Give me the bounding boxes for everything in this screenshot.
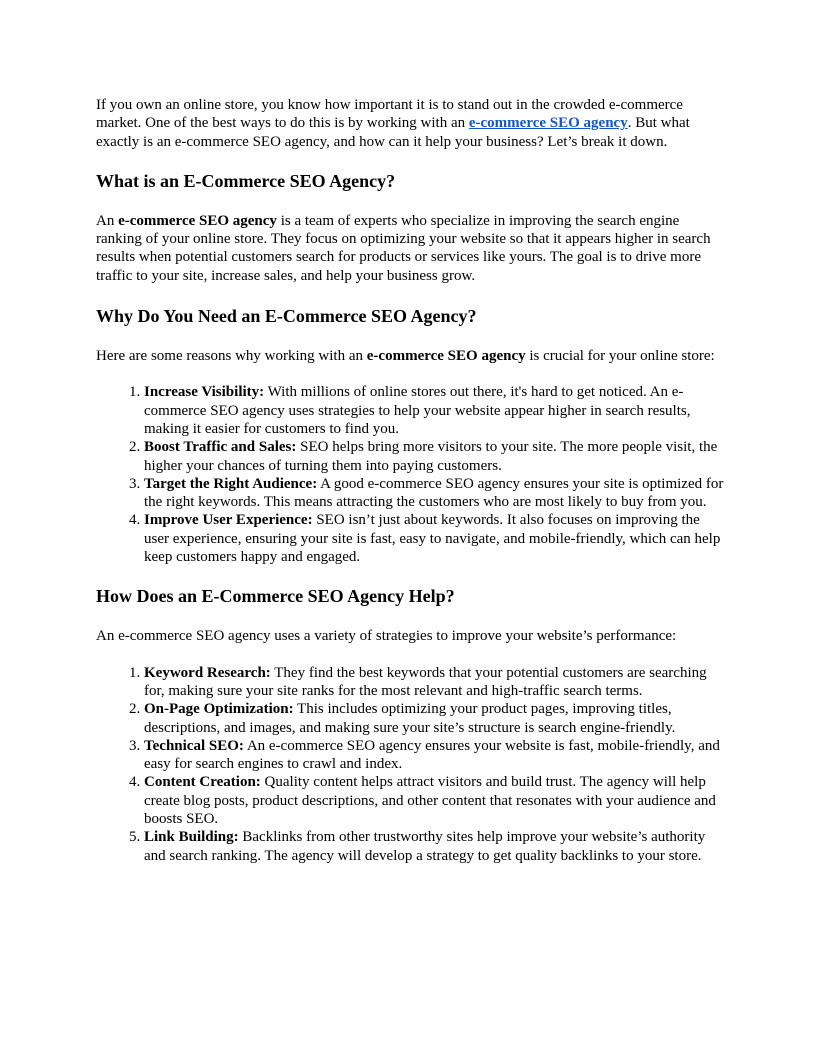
list-item-title: Target the Right Audience: [144, 475, 318, 492]
list-item [144, 511, 724, 566]
list-item [144, 438, 724, 475]
why-need-lead [96, 347, 724, 365]
list-item-title: Improve User Experience: [144, 512, 313, 529]
list-item-title: Link Building: [144, 829, 239, 846]
list-item-title: On-Page Optimization: [144, 701, 294, 718]
section-heading-how-help: How Does an E-Commerce SEO Agency Help? [96, 586, 455, 607]
list-item-text: Quality content helps attract visitors and build trust. The agency will help create blog posts, product descriptions, and other content that resonates with your audience and boosts SEO. [144, 774, 716, 828]
why-need-lead-start: Here are some reasons why working with an [96, 348, 367, 365]
list-item-text: Backlinks from other trustworthy sites help improve your website’s authority and search ranking. The agency will develop a strategy to get quality backlinks to your store. [144, 829, 706, 864]
list-item-title: Boost Traffic and Sales: [144, 439, 297, 456]
list-item-title: Content Creation: [144, 774, 261, 791]
list-item-text: An e-commerce SEO agency ensures your website is fast, mobile-friendly, and easy for search engines to crawl and index. [144, 737, 720, 773]
what-is-bold-term: e-commerce SEO agency [118, 212, 277, 229]
what-is-text-start: An [96, 212, 119, 229]
what-is-paragraph [96, 212, 724, 285]
list-item [144, 828, 724, 865]
what-is-text-rest: is a team of experts who specialize in improving the search engine ranking of your online store. They focus on optimizing your website so that it appears higher in search results when potential customers search for products or services like yours. The goal is to drive more traffic to your site, increase sales, and help your business grow. [96, 212, 711, 284]
list-item-text: SEO helps bring more visitors to your site. The more people visit, the higher your chances of turning them into paying customers. [144, 439, 718, 474]
list-item [144, 664, 724, 701]
list-item-text: This includes optimizing your product pages, improving titles, descriptions, and images, and making sure your site’s structure is search engine-friendly. [144, 701, 676, 736]
list-item-title: Keyword Research: [144, 664, 271, 681]
strategies-list [96, 664, 724, 865]
section-heading-what-is: What is an E-Commerce SEO Agency? [96, 170, 396, 191]
intro-text-before: If you own an online store, you know how important it is to stand out in the crowded e-commerce market. One of the best ways to do this is by working with an [96, 97, 683, 132]
section-heading-why-need: Why Do You Need an E-Commerce SEO Agency? [96, 306, 477, 327]
intro-text-after: . But what exactly is an e-commerce SEO agency, and how can it help your business? Let’s break it down. [96, 115, 690, 150]
ecommerce-seo-agency-link[interactable]: e-commerce SEO agency [468, 115, 628, 132]
list-item-text: A good e-commerce SEO agency ensures your site is optimized for the right keywords. This means attracting the customers who are most likely to buy from you. [144, 475, 724, 511]
list-item [144, 737, 724, 774]
list-item-text: They find the best keywords that your potential customers are searching for, making sure your site ranks for the most relevant and high-traffic search terms. [144, 664, 707, 699]
why-need-lead-rest: is crucial for your online store: [525, 348, 715, 365]
list-item-text: With millions of online stores out there, it's hard to get noticed. An e-commerce SEO agency uses strategies to help your website appear higher in search results, making it easier for customers to find you. [144, 384, 691, 437]
how-help-lead: An e-commerce SEO agency uses a variety of strategies to improve your website’s performance: [96, 628, 677, 645]
list-item [144, 773, 724, 828]
list-item-text: SEO isn’t just about keywords. It also focuses on improving the user experience, ensuring your site is fast, easy to navigate, and mobile-friendly, which can help keep customers happy and engaged. [144, 512, 721, 566]
list-item [144, 700, 724, 737]
why-need-lead-bold: e-commerce SEO agency [366, 348, 526, 365]
reasons-list [96, 383, 724, 566]
list-item [144, 475, 724, 512]
list-item-title: Technical SEO: [144, 737, 244, 754]
list-item [144, 383, 724, 438]
document-page [96, 96, 724, 884]
list-item-title: Increase Visibility: [144, 384, 265, 401]
intro-paragraph [96, 96, 724, 151]
